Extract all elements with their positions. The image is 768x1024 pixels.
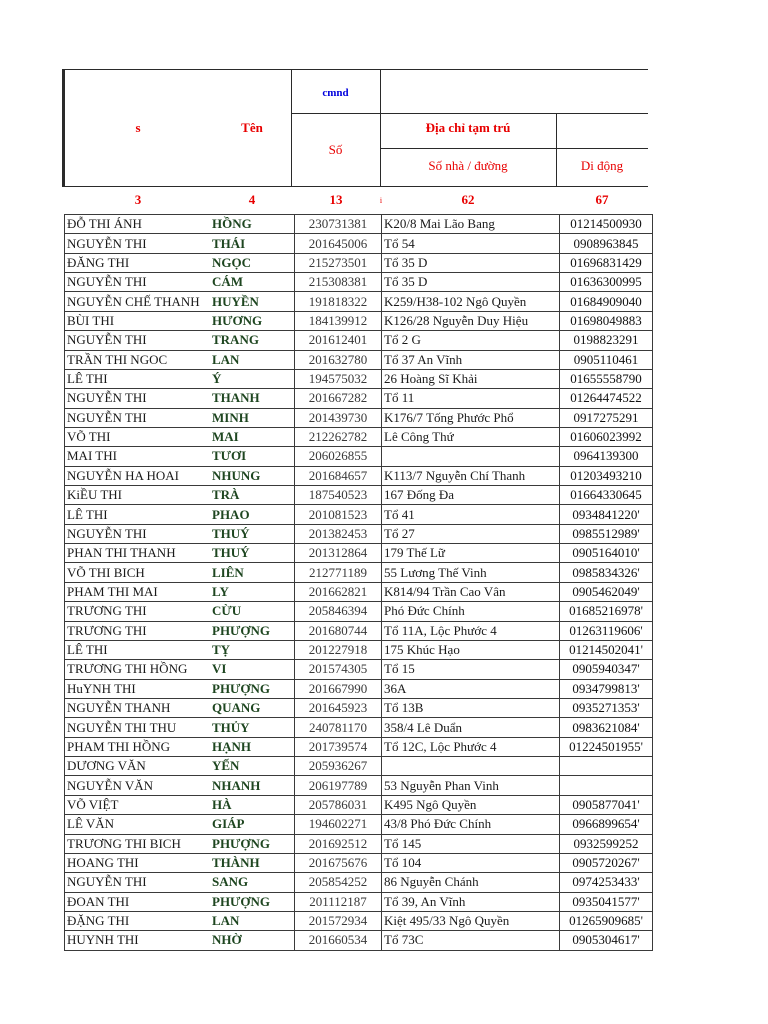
surname-cell: NGUYỄN THI [65,524,211,543]
address-cell: Tổ 12C, Lộc Phước 4 [382,737,560,756]
table-row [65,292,653,311]
given-name-cell: QUANG [210,698,295,717]
given-name-cell: HƯƠNG [210,311,295,330]
table-row [65,563,653,582]
given-name-cell: LIÊN [210,563,295,582]
given-name-cell: TỴ [210,640,295,659]
mobile-phone-cell: 0932599252 [560,834,653,853]
mobile-phone-cell: 0935041577' [560,892,653,911]
table-row [65,331,653,350]
table-row [65,892,653,911]
given-name-cell: CỪU [210,602,295,621]
address-cell: Tổ 15 [382,660,560,679]
id-number-cell: 201662821 [295,582,382,601]
surname-cell: NGUYỄN CHẾ THANH [65,292,211,311]
id-number-cell: 201081523 [295,505,382,524]
id-number-cell: 206026855 [295,447,382,466]
id-number-cell: 230731381 [295,215,382,234]
table-row [65,640,653,659]
column-number-3: 13 [329,192,343,207]
surname-cell: ĐẶNG THI [65,911,211,930]
id-number-cell: 212262782 [295,427,382,446]
table-row [65,737,653,756]
given-name-cell: NGỌC [210,253,295,272]
table-row [65,602,653,621]
surname-cell: NGUYỄN THI [65,234,211,253]
surname-cell: ĐỖ THI ÁNH [65,215,211,234]
address-cell: Tổ 35 D [382,273,560,292]
surname-cell: ĐOAN THI [65,892,211,911]
mobile-phone-cell: 0934841220' [560,505,653,524]
given-name-cell: NHANH [210,776,295,795]
surname-cell: NGUYỄN THI [65,331,211,350]
address-cell: K259/H38-102 Ngô Quyền [382,292,560,311]
address-cell: 358/4 Lê Duẩn [382,718,560,737]
address-cell: Phó Đức Chính [382,602,560,621]
mobile-phone-cell: 01696831429 [560,253,653,272]
mobile-phone-cell: 0985512989' [560,524,653,543]
given-name-cell: THUÝ [210,524,295,543]
address-cell [382,447,560,466]
given-name-cell: PHAO [210,505,295,524]
mobile-phone-cell: 01636300995 [560,273,653,292]
given-name-cell: SANG [210,873,295,892]
mobile-phone-cell: 0935271353' [560,698,653,717]
header-divider-address-phone [556,113,557,187]
header-di-dong: Di động [580,158,624,173]
address-cell: 179 Thế Lữ [382,544,560,563]
surname-cell: TRẦN THI NGOC [65,350,211,369]
table-row [65,273,653,292]
given-name-cell: NHUNG [210,466,295,485]
surname-cell: VÕ THI [65,427,211,446]
mobile-phone-cell: 0905877041' [560,795,653,814]
header-divider-row-1 [291,113,648,114]
given-name-cell: THUÝ [210,544,295,563]
given-name-cell: HÀ [210,795,295,814]
id-number-cell: 201660534 [295,931,382,950]
address-cell: Tổ 37 An Vĩnh [382,350,560,369]
id-number-cell: 201675676 [295,853,382,872]
address-cell: Kiệt 495/33 Ngô Quyền [382,911,560,930]
surname-cell: HuYNH THI [65,679,211,698]
address-cell: Tổ 145 [382,834,560,853]
address-cell: Tổ 2 G [382,331,560,350]
table-row [65,582,653,601]
surname-cell: VÕ THI BICH [65,563,211,582]
table-row [65,776,653,795]
surname-cell: PHAN THI THANH [65,544,211,563]
table-row [65,215,653,234]
address-cell: Tổ 13B [382,698,560,717]
data-table-body [65,215,653,951]
given-name-cell: VI [210,660,295,679]
table-row [65,408,653,427]
id-number-cell: 215308381 [295,273,382,292]
header-top-border [62,69,648,70]
mobile-phone-cell: 0964139300 [560,447,653,466]
column-number-4: 62 [461,192,475,207]
table-row [65,621,653,640]
given-name-cell: YẾN [210,757,295,776]
table-row [65,505,653,524]
id-number-cell: 206197789 [295,776,382,795]
column-number-marker: i [379,196,383,205]
table-row [65,369,653,388]
table-row [65,350,653,369]
address-cell: 26 Hoàng Sĩ Khải [382,369,560,388]
mobile-phone-cell: 0905110461 [560,350,653,369]
header-left-border [62,69,65,187]
address-cell: 55 Lương Thế Vinh [382,563,560,582]
surname-cell: NGUYỄN THI [65,873,211,892]
mobile-phone-cell: 01606023992 [560,427,653,446]
table-row [65,834,653,853]
given-name-cell: THANH [210,389,295,408]
surname-cell: NGUYỄN THI [65,408,211,427]
address-cell: K814/94 Trần Cao Vân [382,582,560,601]
mobile-phone-cell: 01214502041' [560,640,653,659]
address-cell: K495 Ngô Quyền [382,795,560,814]
mobile-phone-cell: 0966899654' [560,815,653,834]
given-name-cell: GIÁP [210,815,295,834]
column-number-2: 4 [248,192,256,207]
id-number-cell: 184139912 [295,311,382,330]
id-number-cell: 201680744 [295,621,382,640]
address-cell: 53 Nguyễn Phan Vinh [382,776,560,795]
address-cell: Tổ 39, An Vĩnh [382,892,560,911]
id-number-cell: 201612401 [295,331,382,350]
surname-cell: BÙI THI [65,311,211,330]
surname-cell: TRƯƠNG THI BICH [65,834,211,853]
mobile-phone-cell: 01264474522 [560,389,653,408]
mobile-phone-cell: 0905304617' [560,931,653,950]
address-cell: K176/7 Tống Phước Phổ [382,408,560,427]
address-cell: Tổ 27 [382,524,560,543]
given-name-cell: Ý [210,369,295,388]
table-row [65,815,653,834]
mobile-phone-cell: 01664330645 [560,486,653,505]
id-number-cell: 215273501 [295,253,382,272]
table-row [65,795,653,814]
id-number-cell: 201645006 [295,234,382,253]
table-row [65,253,653,272]
given-name-cell: CÁM [210,273,295,292]
surname-cell: HOANG THI [65,853,211,872]
address-cell: Tổ 11A, Lộc Phước 4 [382,621,560,640]
mobile-phone-cell: 0905462049' [560,582,653,601]
mobile-phone-cell: 01263119606' [560,621,653,640]
data-table [64,214,653,951]
table-row [65,544,653,563]
table-row [65,466,653,485]
table-row [65,931,653,950]
table-row [65,718,653,737]
table-row [65,524,653,543]
given-name-cell: LY [210,582,295,601]
surname-cell: DƯƠNG VĂN [65,757,211,776]
given-name-cell: LAN [210,911,295,930]
mobile-phone-cell: 0905940347' [560,660,653,679]
mobile-phone-cell [560,757,653,776]
given-name-cell: PHƯỢNG [210,621,295,640]
id-number-cell: 201439730 [295,408,382,427]
surname-cell: TRƯƠNG THI [65,621,211,640]
id-number-cell: 201684657 [295,466,382,485]
given-name-cell: TRANG [210,331,295,350]
mobile-phone-cell: 01698049883 [560,311,653,330]
id-number-cell: 201574305 [295,660,382,679]
mobile-phone-cell: 01265909685' [560,911,653,930]
address-cell: Tổ 11 [382,389,560,408]
mobile-phone-cell: 01214500930 [560,215,653,234]
given-name-cell: HUYỀN [210,292,295,311]
id-number-cell: 212771189 [295,563,382,582]
mobile-phone-cell: 01684909040 [560,292,653,311]
mobile-phone-cell: 0198823291 [560,331,653,350]
address-cell: Tổ 54 [382,234,560,253]
surname-cell: NGUYỄN THANH [65,698,211,717]
id-number-cell: 205936267 [295,757,382,776]
mobile-phone-cell [560,776,653,795]
surname-cell: NGUYỄN VĂN [65,776,211,795]
id-number-cell: 201227918 [295,640,382,659]
id-number-cell: 201112187 [295,892,382,911]
mobile-phone-cell: 0983621084' [560,718,653,737]
id-number-cell: 201382453 [295,524,382,543]
id-number-cell: 201645923 [295,698,382,717]
address-cell: 36A [382,679,560,698]
given-name-cell: PHƯỢNG [210,834,295,853]
address-cell: 167 Đống Đa [382,486,560,505]
table-row [65,873,653,892]
surname-cell: LÊ THI [65,640,211,659]
address-cell: K126/28 Nguyễn Duy Hiệu [382,311,560,330]
surname-cell: TRƯƠNG THI HỒNG [65,660,211,679]
address-cell: 43/8 Phó Đức Chính [382,815,560,834]
given-name-cell: NHỜ [210,931,295,950]
header-cmnd: cmnd [322,87,349,99]
surname-cell: MAI THI [65,447,211,466]
surname-cell: NGUYỄN THI [65,389,211,408]
table-row [65,427,653,446]
table-row [65,698,653,717]
surname-cell: VÕ VIỆT [65,795,211,814]
address-cell: 86 Nguyễn Chánh [382,873,560,892]
table-row [65,679,653,698]
table-row [65,757,653,776]
mobile-phone-cell: 0905720267' [560,853,653,872]
table-row [65,911,653,930]
header-s: s [135,120,141,135]
given-name-cell: HẠNH [210,737,295,756]
mobile-phone-cell: 0905164010' [560,544,653,563]
id-number-cell: 191818322 [295,292,382,311]
surname-cell: HUYNH THI [65,931,211,950]
surname-cell: NGUYỄN THI THU [65,718,211,737]
given-name-cell: LAN [210,350,295,369]
id-number-cell: 187540523 [295,486,382,505]
header-ten: Tên [241,120,263,135]
given-name-cell: MAI [210,427,295,446]
given-name-cell: THÀNH [210,853,295,872]
mobile-phone-cell: 0917275291 [560,408,653,427]
address-cell: Tổ 35 D [382,253,560,272]
mobile-phone-cell: 0974253433' [560,873,653,892]
surname-cell: KiỀU THI [65,486,211,505]
header-so: Số [328,142,343,157]
mobile-phone-cell: 0985834326' [560,563,653,582]
id-number-cell: 205786031 [295,795,382,814]
given-name-cell: HỒNG [210,215,295,234]
mobile-phone-cell: 01655558790 [560,369,653,388]
column-number-5: 67 [595,192,609,207]
id-number-cell: 205846394 [295,602,382,621]
given-name-cell: TRÀ [210,486,295,505]
mobile-phone-cell: 01685216978' [560,602,653,621]
id-number-cell: 201632780 [295,350,382,369]
column-number-1: 3 [134,192,142,207]
surname-cell: PHAM THI MAI [65,582,211,601]
surname-cell: LÊ VĂN [65,815,211,834]
surname-cell: NGUYỄN THI [65,273,211,292]
given-name-cell: PHƯỢNG [210,679,295,698]
address-cell: Tổ 73C [382,931,560,950]
surname-cell: LÊ THI [65,505,211,524]
table-row [65,447,653,466]
given-name-cell: THÁI [210,234,295,253]
address-cell: 175 Khúc Hạo [382,640,560,659]
surname-cell: NGUYỄN HA HOAI [65,466,211,485]
header-divider-row-2 [380,148,648,149]
header-bottom-border [62,186,648,187]
address-cell: K113/7 Nguyễn Chí Thanh [382,466,560,485]
mobile-phone-cell: 0908963845 [560,234,653,253]
header-dia-chi-tam-tru: Địa chỉ tạm trú [425,120,511,135]
given-name-cell: MINH [210,408,295,427]
surname-cell: ĐĂNG THI [65,253,211,272]
id-number-cell: 201692512 [295,834,382,853]
address-cell [382,757,560,776]
given-name-cell: PHƯỢNG [210,892,295,911]
mobile-phone-cell: 0934799813' [560,679,653,698]
id-number-cell: 201667282 [295,389,382,408]
address-cell: Tổ 104 [382,853,560,872]
mobile-phone-cell: 01203493210 [560,466,653,485]
table-row [65,234,653,253]
given-name-cell: THỦY [210,718,295,737]
id-number-cell: 240781170 [295,718,382,737]
id-number-cell: 201572934 [295,911,382,930]
surname-cell: TRƯƠNG THI [65,602,211,621]
mobile-phone-cell: 01224501955' [560,737,653,756]
address-cell: Tổ 41 [382,505,560,524]
given-name-cell: TƯƠI [210,447,295,466]
table-row [65,389,653,408]
surname-cell: LÊ THI [65,369,211,388]
address-cell: K20/8 Mai Lão Bang [382,215,560,234]
id-number-cell: 205854252 [295,873,382,892]
address-cell: Lê Công Thứ [382,427,560,446]
table-row [65,660,653,679]
id-number-cell: 201739574 [295,737,382,756]
header-so-nha-duong: Số nhà / đường [428,158,508,173]
id-number-cell: 194602271 [295,815,382,834]
id-number-cell: 201667990 [295,679,382,698]
table-row [65,853,653,872]
table-row [65,486,653,505]
surname-cell: PHAM THI HỒNG [65,737,211,756]
table-row [65,311,653,330]
id-number-cell: 201312864 [295,544,382,563]
id-number-cell: 194575032 [295,369,382,388]
